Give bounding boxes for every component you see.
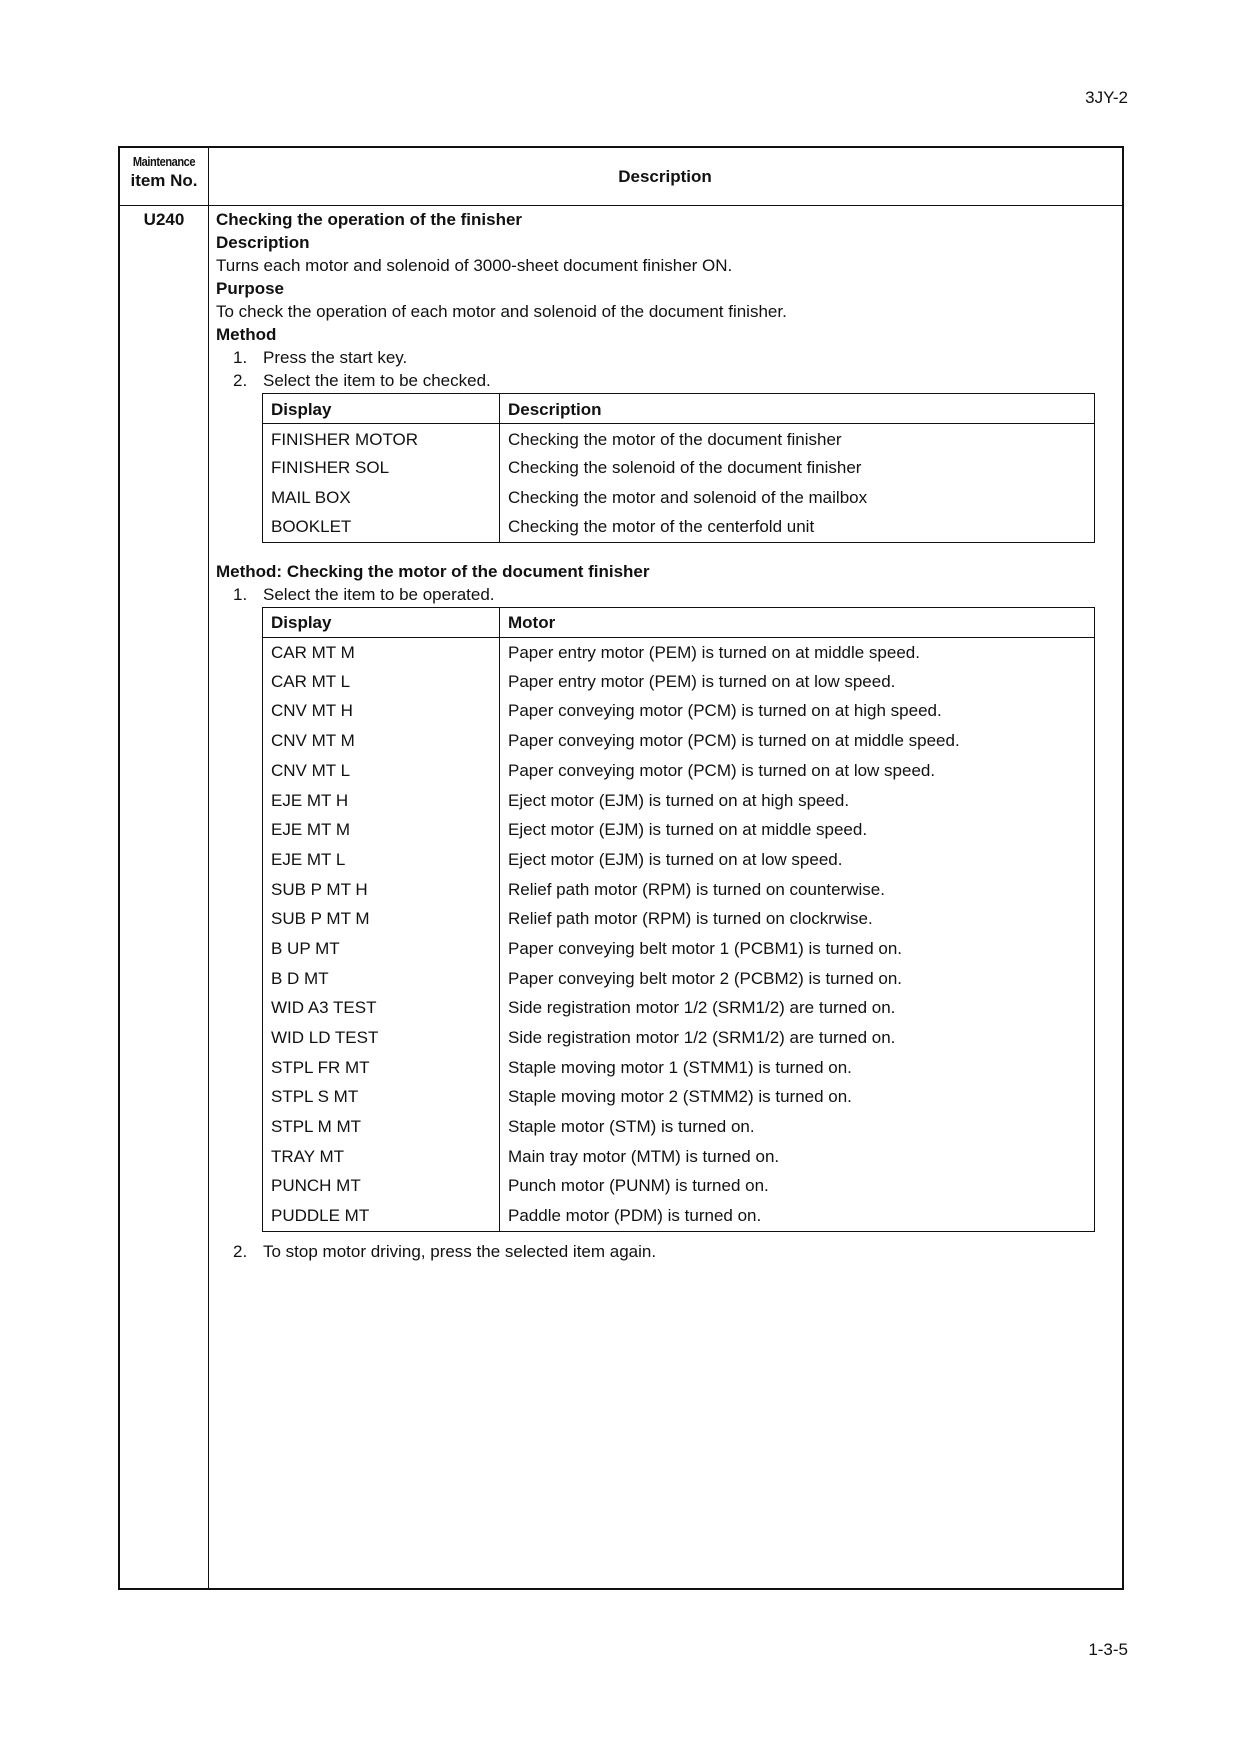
display-cell: WID LD TEST xyxy=(263,1023,500,1053)
display-cell: STPL S MT xyxy=(263,1083,500,1113)
motor-cell: Paper conveying belt motor 1 (PCBM1) is turned on. xyxy=(508,938,903,958)
table-row xyxy=(263,994,1095,1024)
description-cell: Checking the motor of the document finisher xyxy=(508,429,842,449)
display-description-table xyxy=(262,393,1095,543)
method-step xyxy=(216,1240,1102,1263)
table-row xyxy=(263,1142,1095,1172)
table-row xyxy=(263,483,1095,513)
motor-cell: Paper conveying motor (PCM) is turned on at middle speed. xyxy=(508,731,960,751)
motor-cell: Relief path motor (RPM) is turned on counterwise. xyxy=(508,879,885,899)
table-row xyxy=(263,726,1095,756)
table-header xyxy=(263,607,1095,637)
table-row xyxy=(263,1053,1095,1083)
method-step xyxy=(216,583,1102,606)
display-cell: CNV MT L xyxy=(263,756,500,786)
motor-cell: Paper entry motor (PEM) is turned on at low speed. xyxy=(508,671,896,691)
description-cell: Checking the motor and solenoid of the mailbox xyxy=(508,487,868,507)
display-cell: STPL FR MT xyxy=(263,1053,500,1083)
item-header-line2: item No. xyxy=(130,170,198,190)
table-row xyxy=(263,667,1095,697)
motor-cell: Paper conveying belt motor 2 (PCBM2) is turned on. xyxy=(508,968,903,988)
table-row xyxy=(263,1172,1095,1202)
motor-cell: Relief path motor (RPM) is turned on clockrwise. xyxy=(508,909,873,929)
page-footer-code: 1-3-5 xyxy=(1088,1640,1128,1659)
display-cell: CAR MT L xyxy=(263,667,500,697)
table-row xyxy=(263,1083,1095,1113)
column-divider xyxy=(208,148,209,1588)
column-header-description: Description xyxy=(500,394,1095,424)
table-row xyxy=(263,1201,1095,1231)
motor-cell: Staple moving motor 1 (STMM1) is turned on. xyxy=(508,1057,852,1077)
table-row xyxy=(263,875,1095,905)
purpose-label: Purpose xyxy=(216,279,285,298)
maintenance-table xyxy=(118,146,1124,1590)
display-cell: CNV MT H xyxy=(263,697,500,727)
display-cell: PUNCH MT xyxy=(263,1172,500,1202)
display-cell: FINISHER SOL xyxy=(263,453,500,483)
display-cell: CNV MT M xyxy=(263,726,500,756)
item-header-line1: Maintenance xyxy=(132,154,196,169)
display-cell: B UP MT xyxy=(263,934,500,964)
display-cell: CAR MT M xyxy=(263,637,500,667)
display-cell: TRAY MT xyxy=(263,1142,500,1172)
description-label: Description xyxy=(216,233,310,252)
column-header-display: Display xyxy=(263,394,500,424)
display-cell: SUB P MT H xyxy=(263,875,500,905)
motor-cell: Paddle motor (PDM) is turned on. xyxy=(508,1205,762,1225)
display-cell: EJE MT H xyxy=(263,786,500,816)
motor-cell: Paper conveying motor (PCM) is turned on at low speed. xyxy=(508,760,936,780)
display-cell: SUB P MT M xyxy=(263,904,500,934)
description-cell: Checking the motor of the centerfold unit xyxy=(508,517,815,537)
step-number: 2. xyxy=(233,1241,248,1261)
table-row xyxy=(263,637,1095,667)
page-header-code: 3JY-2 xyxy=(1085,88,1128,107)
step-number: 1. xyxy=(233,584,248,604)
motor-cell: Eject motor (EJM) is turned on at low speed. xyxy=(508,849,843,869)
table-row xyxy=(263,845,1095,875)
motor-cell: Main tray motor (MTM) is turned on. xyxy=(508,1146,780,1166)
column-header-display: Display xyxy=(263,607,500,637)
motor-cell: Staple motor (STM) is turned on. xyxy=(508,1117,755,1137)
display-motor-table xyxy=(262,607,1095,1232)
display-cell: FINISHER MOTOR xyxy=(263,424,500,454)
step-text: Select the item to be checked. xyxy=(263,371,491,390)
step-number: 2. xyxy=(233,371,248,390)
motor-cell: Side registration motor 1/2 (SRM1/2) are turned on. xyxy=(508,998,896,1018)
description-text: Turns each motor and solenoid of 3000-sheet document finisher ON. xyxy=(216,256,733,275)
table-row xyxy=(263,424,1095,454)
display-cell: PUDDLE MT xyxy=(263,1201,500,1231)
table-row xyxy=(263,934,1095,964)
table-row xyxy=(263,1112,1095,1142)
item-number: U240 xyxy=(143,210,185,229)
section-title: Checking the operation of the finisher xyxy=(216,210,523,229)
item-number-header xyxy=(120,148,208,206)
table-row xyxy=(263,1023,1095,1053)
table-row xyxy=(263,904,1095,934)
column-header-motor: Motor xyxy=(500,607,1095,637)
method-label: Method xyxy=(216,325,277,344)
display-cell: BOOKLET xyxy=(263,513,500,543)
step-text: Press the start key. xyxy=(263,348,408,367)
motor-cell: Paper conveying motor (PCM) is turned on at high speed. xyxy=(508,701,942,721)
item-description xyxy=(216,208,1102,1263)
display-cell: EJE MT L xyxy=(263,845,500,875)
step-number: 1. xyxy=(233,348,248,367)
display-cell: B D MT xyxy=(263,964,500,994)
table-row xyxy=(263,964,1095,994)
display-cell: WID A3 TEST xyxy=(263,994,500,1024)
display-cell: STPL M MT xyxy=(263,1112,500,1142)
motor-cell: Eject motor (EJM) is turned on at middle speed. xyxy=(508,820,868,840)
motor-cell: Eject motor (EJM) is turned on at high speed. xyxy=(508,790,850,810)
description-header: Description xyxy=(618,167,712,186)
description-cell: Checking the solenoid of the document finisher xyxy=(508,458,862,478)
table-header xyxy=(263,394,1095,424)
method-step xyxy=(216,369,1102,392)
method2-label: Method: Checking the motor of the document finisher xyxy=(216,561,650,581)
table-row xyxy=(263,513,1095,543)
method-step xyxy=(216,346,1102,369)
table-row xyxy=(263,815,1095,845)
purpose-text: To check the operation of each motor and solenoid of the document finisher. xyxy=(216,302,787,321)
table-row xyxy=(263,453,1095,483)
motor-cell: Paper entry motor (PEM) is turned on at middle speed. xyxy=(508,643,920,663)
table-row xyxy=(263,697,1095,727)
table-row xyxy=(263,786,1095,816)
display-cell: EJE MT M xyxy=(263,815,500,845)
step-text: Select the item to be operated. xyxy=(263,584,495,604)
display-cell: MAIL BOX xyxy=(263,483,500,513)
table-row xyxy=(263,756,1095,786)
step-text: To stop motor driving, press the selected item again. xyxy=(263,1241,657,1261)
motor-cell: Staple moving motor 2 (STMM2) is turned on. xyxy=(508,1087,852,1107)
motor-cell: Side registration motor 1/2 (SRM1/2) are turned on. xyxy=(508,1028,896,1048)
motor-cell: Punch motor (PUNM) is turned on. xyxy=(508,1176,769,1196)
